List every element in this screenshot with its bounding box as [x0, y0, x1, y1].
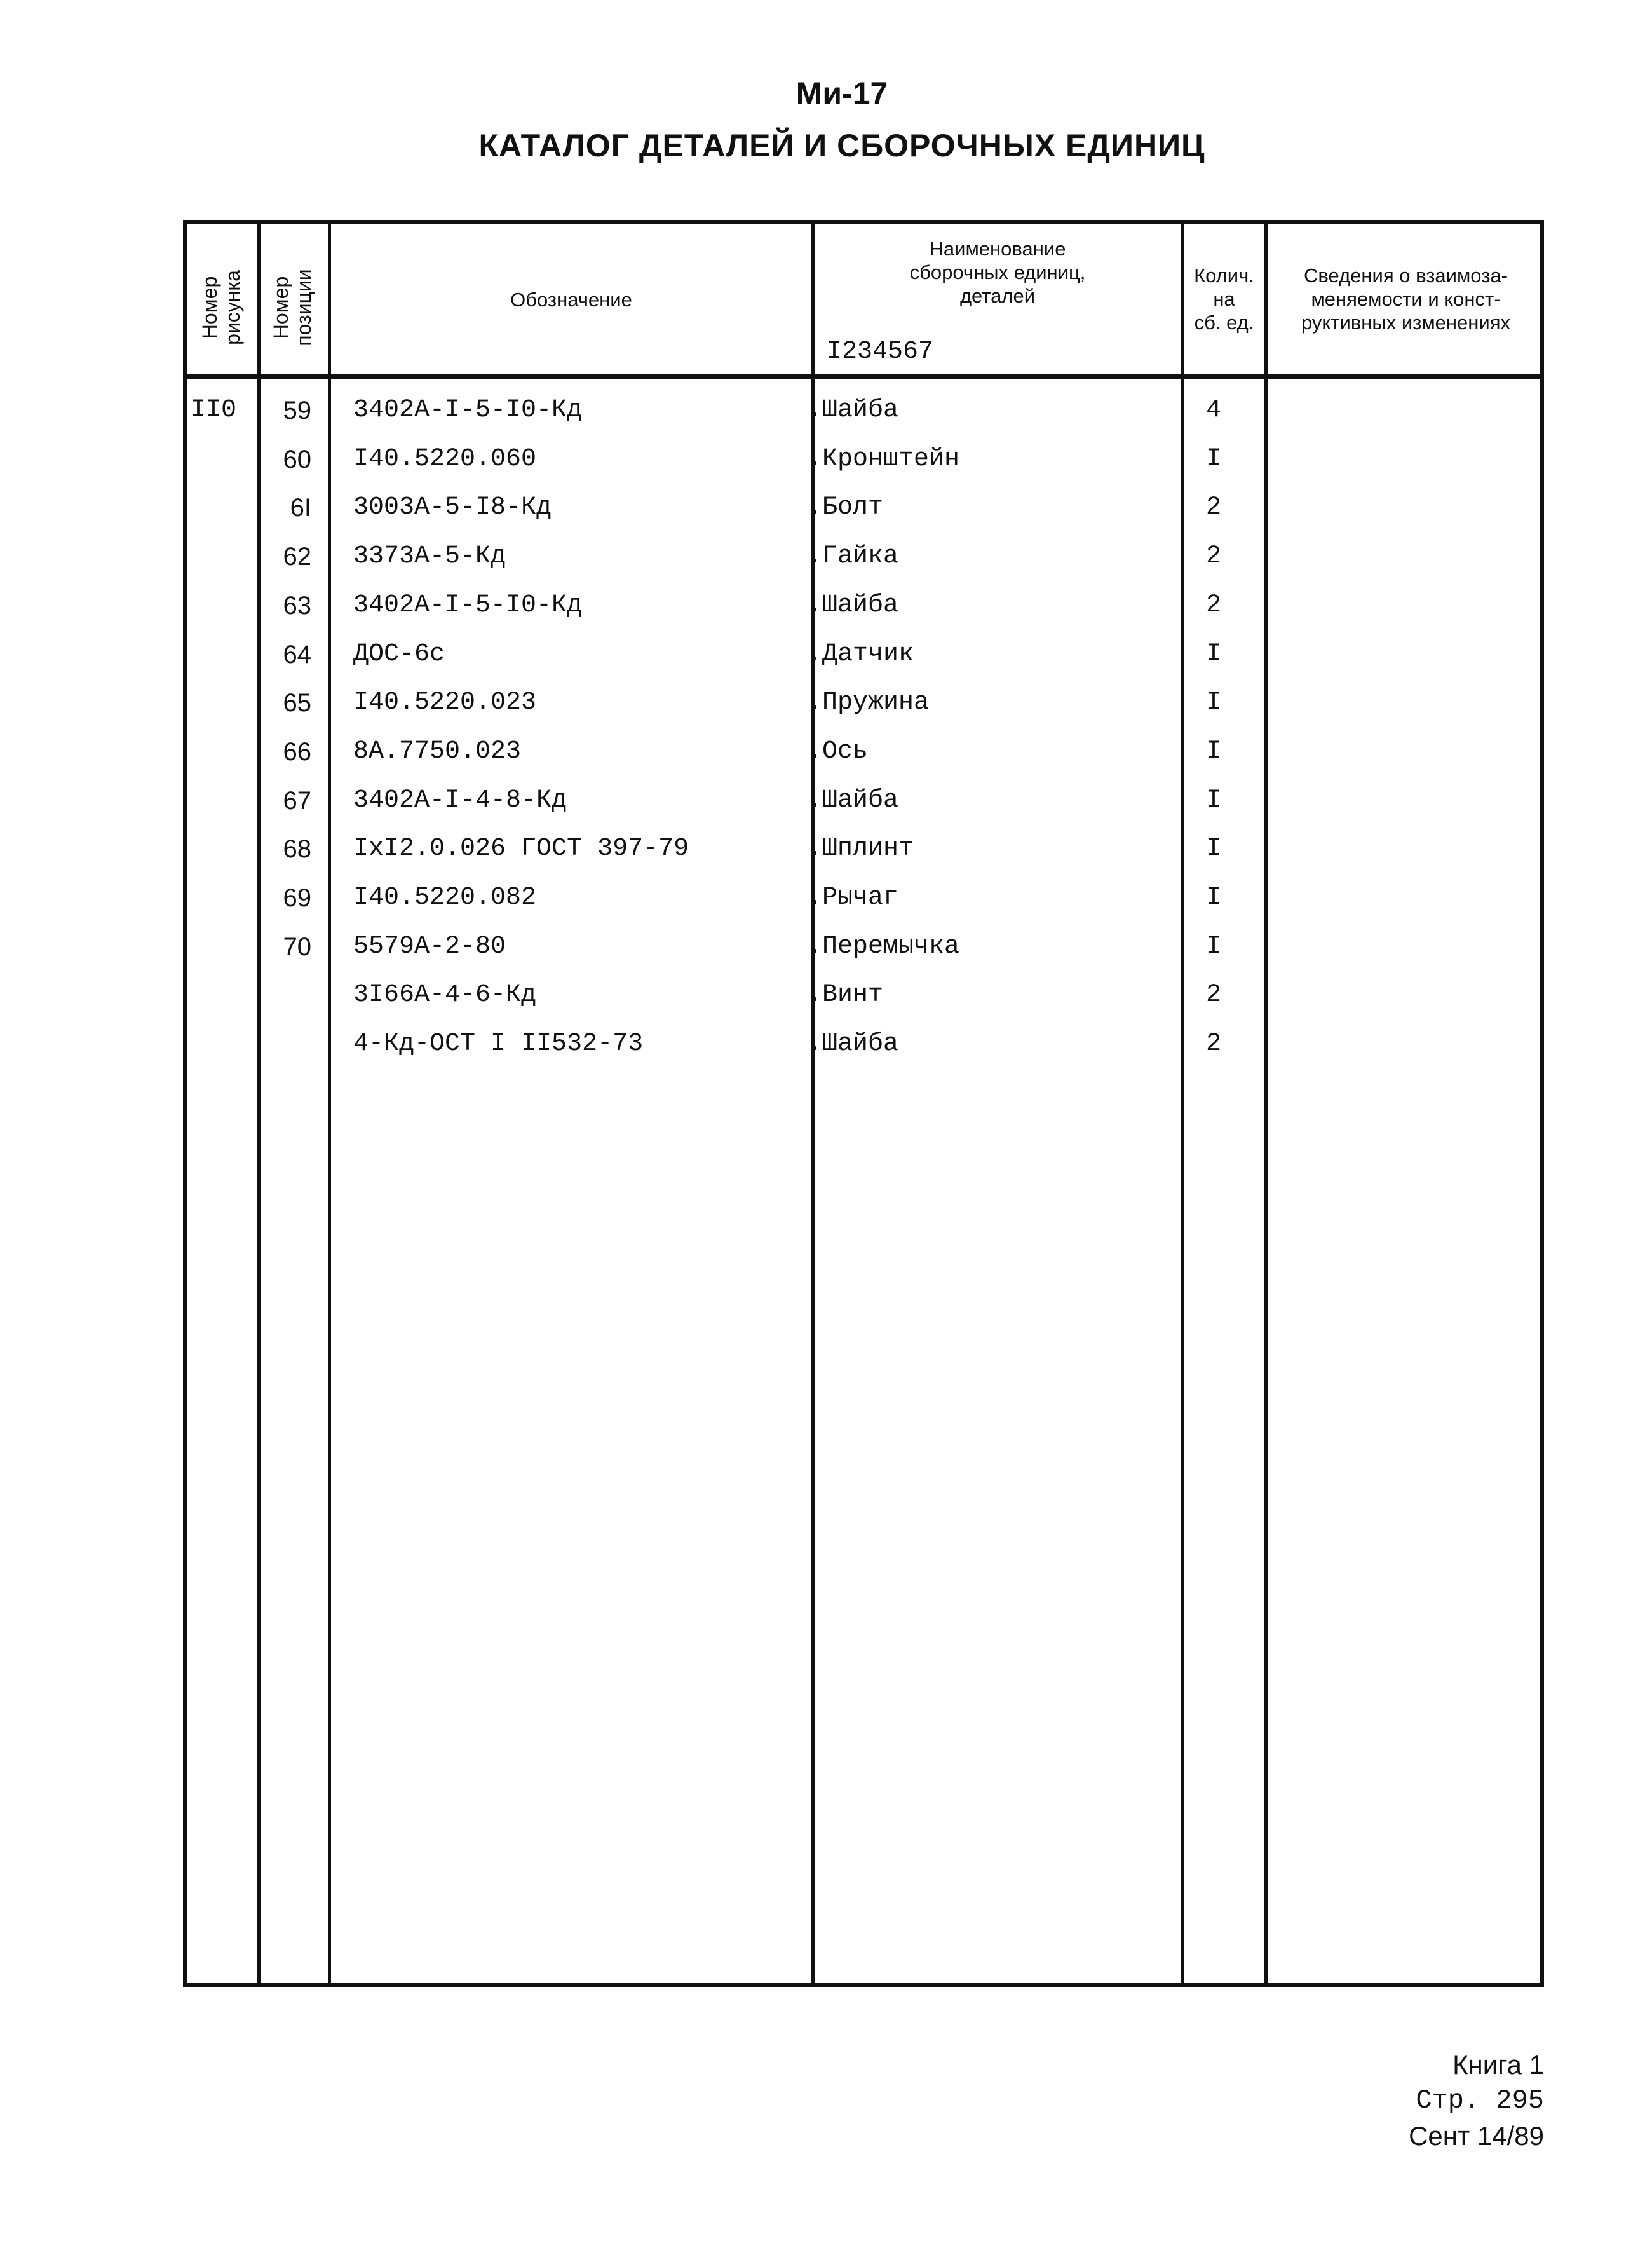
quantity-cell: I: [1205, 932, 1221, 961]
designation-cell: 3402А-I-5-I0-Кд: [353, 396, 583, 425]
position-number-cell: 6I: [290, 494, 311, 522]
part-name-cell: .Пружина: [807, 688, 930, 717]
quantity-cell: 2: [1205, 493, 1221, 522]
position-number-cell: 63: [283, 592, 311, 620]
header-interchange: Сведения о взаимоза- меняемости и конст- руктивных изменениях: [1301, 264, 1510, 334]
part-name-cell: .Кронштейн: [807, 445, 960, 474]
catalog-title: КАТАЛОГ ДЕТАЛЕЙ И СБОРОЧНЫХ ЕДИНИЦ: [478, 128, 1205, 163]
designation-cell: I40.5220.082: [353, 883, 537, 912]
header-name-code: I234567: [827, 337, 934, 366]
position-number-cell: 64: [283, 641, 311, 669]
position-number-cell: 70: [283, 933, 311, 961]
header-figure-no: Номер рисунка: [198, 270, 244, 345]
designation-cell: 3402А-I-5-I0-Кд: [353, 591, 583, 620]
figure-number-cell: [191, 971, 254, 1019]
figure-number-cell: [191, 435, 254, 484]
model-title: Ми-17: [796, 76, 888, 111]
designation-cell: I40.5220.060: [353, 445, 537, 474]
figure-number-cell: [191, 1020, 254, 1068]
footer-date: Сент 14/89: [1409, 2121, 1544, 2151]
part-name-cell: .Шайба: [807, 786, 899, 815]
designation-cell: I40.5220.023: [353, 688, 537, 717]
part-name-cell: .Шайба: [807, 396, 899, 425]
figure-number-cell: [191, 630, 254, 679]
position-number-cell: 67: [283, 787, 311, 815]
designation-cell: IxI2.0.026 ГОСТ 397-79: [353, 835, 689, 863]
header-name: Наименование сборочных единиц, деталей: [909, 238, 1086, 307]
part-name-cell: .Шайба: [807, 1030, 899, 1058]
header-separator: [187, 374, 1540, 379]
position-number-cell: [261, 971, 311, 1019]
figure-number-cell: [191, 582, 254, 630]
designation-cell: 3373А-5-Кд: [353, 542, 506, 571]
position-number-cell: 59: [283, 397, 311, 425]
position-number-cell: 62: [283, 543, 311, 571]
position-number-cell: 60: [283, 446, 311, 474]
figure-number-cell: [191, 874, 254, 922]
designation-cell: 3003А-5-I8-Кд: [353, 493, 552, 522]
figure-number-cell: [191, 533, 254, 581]
designation-cell: 8А.7750.023: [353, 737, 522, 766]
part-name-cell: .Рычаг: [807, 883, 899, 912]
part-name-cell: .Ось: [807, 737, 869, 766]
designation-cell: 5579А-2-80: [353, 932, 506, 961]
header-position-no: Номер позиции: [269, 269, 315, 346]
quantity-cell: 2: [1205, 981, 1221, 1009]
part-name-cell: .Гайка: [807, 542, 899, 571]
footer-book: Книга 1: [1452, 2050, 1544, 2080]
quantity-cell: I: [1205, 445, 1221, 474]
quantity-cell: 4: [1205, 396, 1221, 425]
column-divider: [328, 224, 331, 1983]
designation-cell: ДОС-6с: [353, 640, 445, 669]
part-name-cell: .Шплинт: [807, 835, 914, 863]
quantity-cell: I: [1205, 688, 1221, 717]
designation-cell: 4-Кд-ОСТ I II532-73: [353, 1030, 644, 1058]
quantity-cell: I: [1205, 640, 1221, 669]
quantity-cell: I: [1205, 786, 1221, 815]
column-divider: [1264, 224, 1268, 1983]
header-designation: Обозначение: [510, 289, 632, 311]
position-number-cell: 65: [283, 689, 311, 717]
figure-number-cell: [191, 484, 254, 532]
quantity-cell: 2: [1205, 591, 1221, 620]
designation-cell: 3I66А-4-6-Кд: [353, 981, 537, 1009]
position-number-cell: 66: [283, 738, 311, 766]
header-qty: Колич. на сб. ед.: [1194, 264, 1254, 334]
part-name-cell: .Болт: [807, 493, 884, 522]
figure-number-cell: [191, 825, 254, 873]
designation-cell: 3402А-I-4-8-Кд: [353, 786, 567, 815]
figure-number-cell: [191, 728, 254, 776]
position-number-cell: 68: [283, 835, 311, 863]
quantity-cell: I: [1205, 883, 1221, 912]
quantity-cell: I: [1205, 835, 1221, 863]
quantity-cell: 2: [1205, 1030, 1221, 1058]
part-name-cell: .Датчик: [807, 640, 914, 669]
quantity-cell: I: [1205, 737, 1221, 766]
position-number-cell: 69: [283, 884, 311, 912]
figure-number-cell: [191, 679, 254, 727]
part-name-cell: .Шайба: [807, 591, 899, 620]
figure-number-cell: [191, 777, 254, 825]
part-name-cell: .Винт: [807, 981, 884, 1009]
quantity-cell: 2: [1205, 542, 1221, 571]
figure-number-cell: [191, 923, 254, 971]
part-name-cell: .Перемычка: [807, 932, 960, 961]
figure-number-cell: II0: [191, 396, 237, 425]
position-number-cell: [261, 1020, 311, 1068]
footer-page: Стр. 295: [1416, 2085, 1544, 2116]
